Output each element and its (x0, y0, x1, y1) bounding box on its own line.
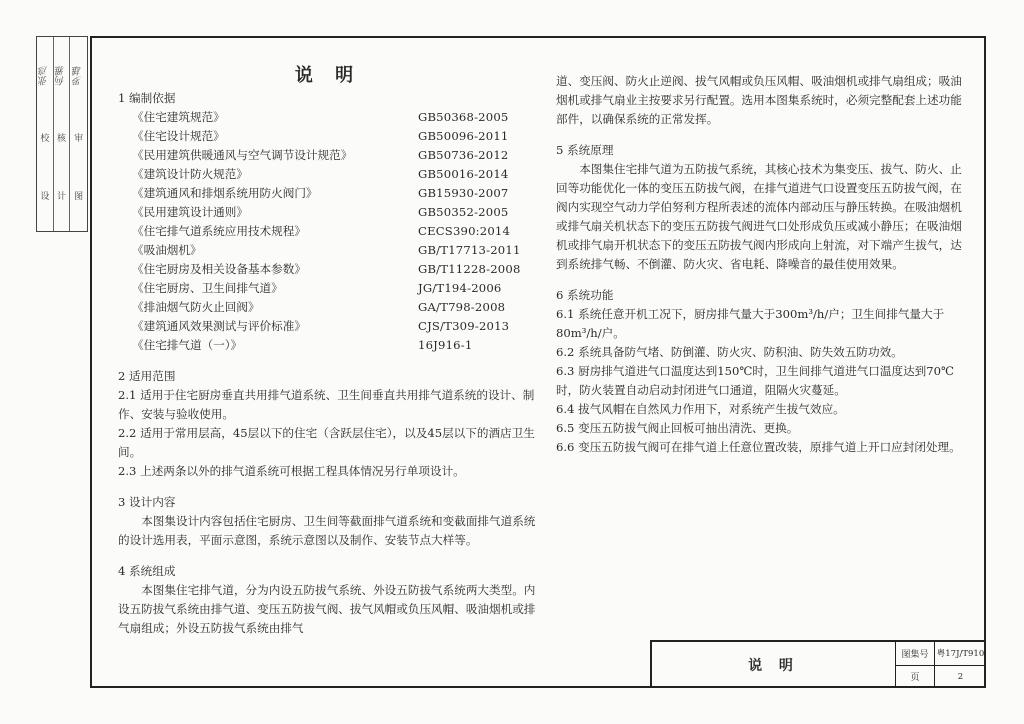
reference-name: 《住宅厨房及相关设备基本参数》 (132, 262, 306, 276)
reference-code: CECS390:2014 (418, 224, 511, 238)
reference-name: 《排油烟气防火止回阀》 (132, 300, 260, 314)
reference-row (118, 241, 546, 260)
reference-name: 《建筑通风效果测试与评价标准》 (132, 319, 306, 333)
paragraph: 本图集住宅排气道为五防拔气系统，其核心技术为集变压、拔气、防火、止回等功能优化一体的变压五防拔气阀，在排气道进气口设置变压五防拔气阀，在阀内实现空气动力学伯努利方程所表述的流体内部动压与静压转换。在吸油烟机或排气扇关机状态下的变压五防拔气阀进气口处形成负压或减小静压；在吸油烟机或排气扇开机状态下的变压五防拔气阀内形成向上射流，对下端产生拔气，达到系统排气畅、不倒灌、防火灾、省电耗、降噪音的最佳使用效果。 (556, 162, 962, 271)
signature-label: 审 (74, 133, 84, 144)
section-heading: 2 适用范围 (118, 369, 176, 383)
signature-handwriting: 张彦 (39, 65, 51, 86)
section-heading: 3 设计内容 (118, 495, 176, 509)
paragraph: 6.3 厨房排气道进气口温度达到150℃时，卫生间排气道进气口温度达到70℃时，防火装置自动启动封闭进气口通道，阻隔火灾蔓延。 (556, 364, 954, 397)
reference-name: 《吸油烟机》 (132, 243, 202, 257)
paragraph: 6.5 变压五防拔气阀止回板可抽出清洗、更换。 (556, 421, 799, 435)
reference-name: 《民用建筑设计通则》 (132, 205, 248, 219)
reference-row (118, 184, 546, 203)
reference-code: GA/T798-2008 (418, 300, 506, 314)
reference-name: 《住宅厨房、卫生间排气道》 (132, 281, 283, 295)
reference-code: GB/T17713-2011 (418, 243, 521, 257)
reference-row (118, 222, 546, 241)
paragraph: 6.4 拔气风帽在自然风力作用下，对系统产生拔气效应。 (556, 402, 845, 416)
reference-code: 16J916-1 (418, 338, 473, 352)
paragraph: 6.1 系统任意开机工况下，厨房排气量大于300m³/h/户；卫生间排气量大于80m³/h/户。 (556, 307, 945, 340)
reference-code: GB15930-2007 (418, 186, 509, 200)
paragraph: 本图集住宅排气道，分为内设五防拔气系统、外设五防拔气系统两大类型。内设五防拔气系统由排气道、变压五防拔气阀、拔气风帽或负压风帽、吸油烟机或排气扇组成；外设五防拔气系统由排气 (118, 583, 536, 635)
page-number-label: 页 (896, 666, 935, 689)
right-column (556, 72, 966, 457)
title-block-meta (896, 642, 986, 688)
set-number-value: 粤17J/T910 (936, 649, 985, 660)
set-number-label: 图集号 (896, 642, 935, 665)
reference-row (118, 127, 546, 146)
reference-name: 《建筑通风和排烟系统用防火阀门》 (132, 186, 318, 200)
signature-label: 计 (56, 192, 66, 203)
reference-row (118, 108, 546, 127)
paragraph: 2.3 上述两条以外的排气道系统可根据工程具体情况另行单项设计。 (118, 464, 465, 478)
signature-column (37, 37, 54, 231)
reference-row (118, 336, 546, 355)
page-number-value: 2 (957, 671, 964, 682)
section-heading: 5 系统原理 (556, 143, 614, 157)
reference-row (118, 317, 546, 336)
reference-name: 《住宅设计规范》 (132, 129, 225, 143)
reference-code: GB50016-2014 (418, 167, 509, 181)
reference-row (118, 298, 546, 317)
title-block-title: 说 明 (652, 642, 896, 688)
reference-code: JG/T194-2006 (418, 281, 502, 295)
reference-name: 《住宅排气道系统应用技术规程》 (132, 224, 306, 238)
signature-label: 校 (40, 133, 50, 144)
signature-label: 图 (74, 192, 84, 203)
reference-row (118, 203, 546, 222)
signature-handwriting: 罗雄 (73, 65, 85, 86)
signature-strip (36, 36, 88, 232)
page-number-row (896, 666, 986, 689)
reference-list (118, 108, 546, 355)
section-heading: 1 编制依据 (118, 91, 176, 105)
signature-column (54, 37, 71, 231)
signature-handwriting: 何雅 (55, 65, 67, 86)
left-column (118, 66, 546, 638)
reference-row (118, 279, 546, 298)
reference-name: 《住宅建筑规范》 (132, 110, 225, 124)
reference-code: GB50096-2011 (418, 129, 509, 143)
reference-row (118, 165, 546, 184)
reference-name: 《建筑设计防火规范》 (132, 167, 248, 181)
signature-label: 设 (40, 192, 50, 203)
paragraph: 本图集设计内容包括住宅厨房、卫生间等截面排气道系统和变截面排气道系统的设计选用表，平面示意图，系统示意图以及制作、安装节点大样等。 (118, 514, 536, 547)
paragraph: 2.2 适用于常用层高，45层以下的住宅（含跃层住宅），以及45层以下的酒店卫生间。 (118, 426, 535, 459)
reference-name: 《民用建筑供暖通风与空气调节设计规范》 (132, 148, 353, 162)
paragraph: 6.2 系统具备防气堵、防倒灌、防火灾、防积油、防失效五防功效。 (556, 345, 903, 359)
paragraph: 6.6 变压五防拔气阀可在排气道上任意位置改装，原排气道上开口应封闭处理。 (556, 440, 961, 454)
page-title: 说 明 (294, 65, 362, 86)
section-heading: 4 系统组成 (118, 564, 176, 578)
reference-code: GB50368-2005 (418, 110, 509, 124)
paragraph: 2.1 适用于住宅厨房垂直共用排气道系统、卫生间垂直共用排气道系统的设计、制作、安装与验收使用。 (118, 388, 535, 421)
reference-row (118, 146, 546, 165)
title-block (650, 640, 986, 688)
reference-code: GB50352-2005 (418, 205, 509, 219)
section-heading: 6 系统功能 (556, 288, 614, 302)
reference-code: GB50736-2012 (418, 148, 509, 162)
set-number-row (896, 642, 986, 666)
reference-row (118, 260, 546, 279)
reference-name: 《住宅排气道（一）》 (132, 338, 243, 352)
signature-label: 核 (56, 133, 66, 144)
reference-code: GB/T11228-2008 (418, 262, 521, 276)
reference-code: CJS/T309-2013 (418, 319, 510, 333)
signature-column (70, 37, 87, 231)
paragraph: 道、变压阀、防火止逆阀、拔气风帽或负压风帽、吸油烟机或排气扇组成；吸油烟机或排气扇业主按要求另行配置。选用本图集系统时，必须完整配套上述功能部件，以确保系统的正常发挥。 (556, 74, 962, 126)
